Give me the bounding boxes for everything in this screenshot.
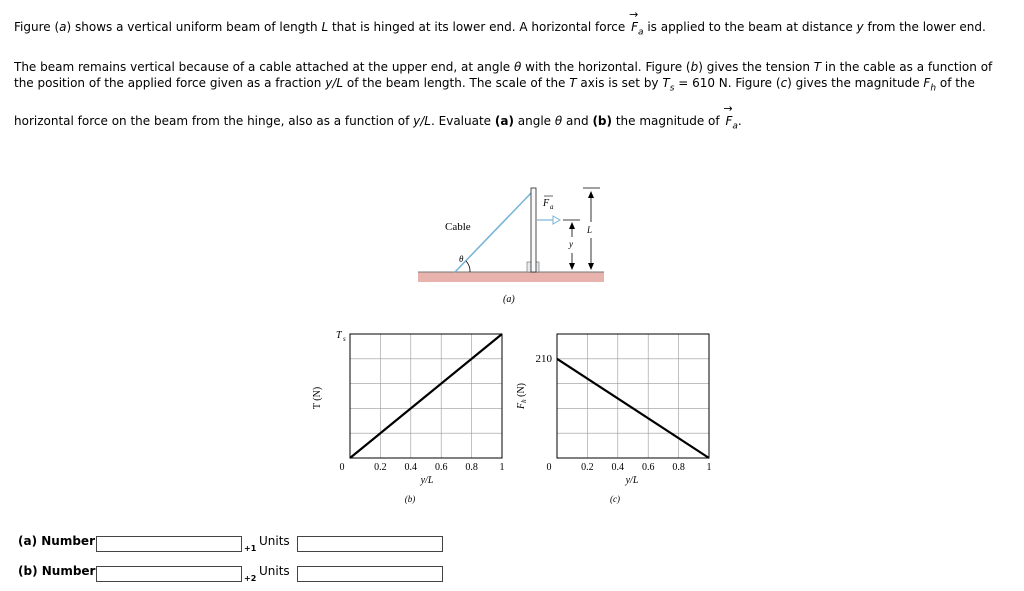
figure-c-caption: (c) xyxy=(610,494,620,504)
answer-b-number-input[interactable] xyxy=(96,566,242,582)
x-tick-label: 1 xyxy=(706,462,712,473)
L-arrow-up xyxy=(588,191,594,198)
x-tick-label: 0.4 xyxy=(404,462,418,473)
text: y/L xyxy=(413,114,431,128)
text: of the beam length. The scale of the xyxy=(343,76,570,90)
text: of the xyxy=(936,76,975,90)
y-tick-label: 210 xyxy=(535,353,552,365)
x-tick-label: 0.8 xyxy=(465,462,478,473)
text: F xyxy=(725,114,733,128)
text: in the cable as a function of xyxy=(821,60,993,74)
answer-b-marker: +2 xyxy=(244,574,257,583)
theta-label: θ xyxy=(459,254,464,264)
x-tick-label: 0.6 xyxy=(434,462,448,473)
answer-a-number-input[interactable] xyxy=(96,536,242,552)
text: from the lower end. xyxy=(863,20,986,34)
x-tick-labels xyxy=(547,462,712,473)
text: ) shows a vertical uniform beam of length xyxy=(66,20,322,34)
x-tick-label: 0 xyxy=(546,462,552,473)
x-tick-label: 0 xyxy=(339,462,345,473)
text: a xyxy=(637,27,644,38)
x-tick-label: 0.8 xyxy=(672,462,685,473)
text: is applied to the beam at distance xyxy=(643,20,857,34)
text: the magnitude of xyxy=(612,114,724,128)
answer-a-units-label: Units xyxy=(259,534,290,548)
y-axis-label: T (N) xyxy=(312,386,323,410)
x-axis-label: y/L xyxy=(420,475,434,486)
text: = 610 N. Figure ( xyxy=(674,76,781,90)
text: with the horizontal. Figure ( xyxy=(521,60,691,74)
text: F xyxy=(631,20,638,34)
x-tick-label: 0.2 xyxy=(581,462,594,473)
theta-arc xyxy=(466,261,470,272)
force-arrowhead xyxy=(553,216,560,224)
text: y/L xyxy=(325,76,344,90)
text: T xyxy=(662,76,670,90)
figure-b-caption: (b) xyxy=(404,494,416,504)
fa-label: F xyxy=(543,198,550,209)
figure-a-caption: (a) xyxy=(503,294,515,305)
text: L xyxy=(321,20,329,34)
x-axis-label: y/L xyxy=(625,475,639,486)
grid xyxy=(557,334,709,458)
x-tick-labels xyxy=(340,462,505,473)
text: a xyxy=(732,121,738,132)
answer-a-marker: +1 xyxy=(244,544,257,553)
text: (b) xyxy=(592,114,612,128)
text: a xyxy=(59,20,67,34)
text: and xyxy=(562,114,593,128)
text: . Evaluate xyxy=(431,114,495,128)
answer-a-label: (a) Number xyxy=(18,534,95,548)
text: that is hinged at its lower end. A horizontal force xyxy=(328,20,630,34)
beam xyxy=(531,188,536,272)
text: . xyxy=(737,114,742,128)
text: the position of the applied force given as a fraction xyxy=(14,76,326,90)
L-arrow-down xyxy=(588,263,594,270)
L-label: L xyxy=(587,225,593,235)
text: c xyxy=(780,76,788,90)
y-scale-label: T xyxy=(336,330,342,341)
text: horizontal force on the beam from the hinge, also as a function of xyxy=(14,114,414,128)
ground xyxy=(418,272,604,282)
figure-a xyxy=(418,188,604,305)
answer-a-units-input[interactable] xyxy=(297,536,443,552)
text: T xyxy=(569,76,577,90)
figure-b xyxy=(312,330,505,504)
x-tick-label: 1 xyxy=(499,462,505,473)
plot-frame xyxy=(557,334,709,458)
data-line xyxy=(350,334,502,458)
text: h xyxy=(520,399,528,403)
y-scale-sub: s xyxy=(343,335,346,343)
fa-sub-label: a xyxy=(550,203,554,211)
text: θ xyxy=(554,114,563,128)
text: (a) xyxy=(494,114,514,128)
text: F xyxy=(516,402,527,409)
y-label: y xyxy=(569,239,573,249)
text: T xyxy=(813,60,822,74)
text: θ xyxy=(514,60,522,74)
text: Figure ( xyxy=(14,20,60,34)
y-axis-label xyxy=(516,383,528,410)
text: axis is set by xyxy=(576,76,663,90)
x-tick-label: 0.4 xyxy=(611,462,625,473)
text: b xyxy=(690,60,699,74)
answer-b-units-input[interactable] xyxy=(297,566,443,582)
text: The beam remains vertical because of a cable attached at the upper end, at angle xyxy=(14,60,515,74)
x-tick-label: 0.2 xyxy=(374,462,387,473)
text: y xyxy=(856,20,864,34)
text: s xyxy=(669,83,675,94)
figure-c xyxy=(516,334,712,504)
text: angle xyxy=(513,114,555,128)
text: ) gives the tension xyxy=(698,60,814,74)
x-tick-label: 0.6 xyxy=(641,462,655,473)
cable-label: Cable xyxy=(445,221,471,233)
y-arrow-up xyxy=(569,222,575,229)
text: F xyxy=(923,76,931,90)
text: h xyxy=(930,83,937,94)
text: (N) xyxy=(516,383,527,400)
y-arrow-down xyxy=(569,263,575,270)
answer-b-label: (b) Number xyxy=(18,564,96,578)
text: ) gives the magnitude xyxy=(787,76,924,90)
answer-b-units-label: Units xyxy=(259,564,290,578)
